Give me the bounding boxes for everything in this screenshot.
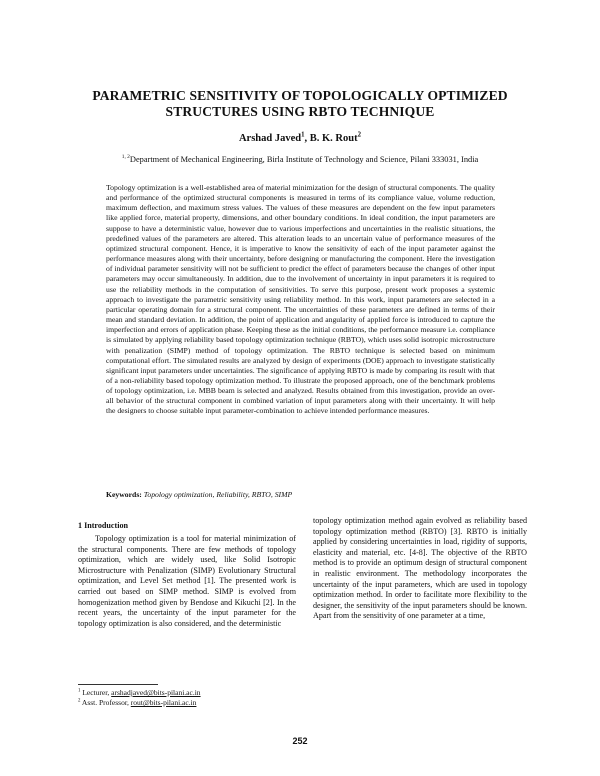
footnote-sup: 1 [78, 688, 81, 694]
page-number: 252 [292, 736, 308, 746]
email-link[interactable]: arshadjaved@bits-pilani.ac.in [111, 688, 201, 697]
author-name: B. K. Rout [309, 133, 358, 144]
affiliation-sup: 1, 2 [121, 154, 130, 161]
intro-paragraph-right: topology optimization method again evolved as reliability based topology optimization method (RBTO) [3]. RBTO is initially applied by considering uncertainties in load, rigidity of supports, elasticity and material, etc. [4-8]. The objective of the RBTO method is to provide an optimum design of structural component in realistic environment. The methodology incorporates the uncertainty of the input parameters, which are used in topology optimization method. In order to facilitate more flexibility to the designer, the sensitivity of the input parameters should be known. Apart from the sensitivity of one parameter at a time, [313, 516, 527, 621]
email-link[interactable]: rout@bits-pilani.ac.in [130, 698, 197, 707]
footnote-role: Lecturer, [82, 688, 110, 697]
keywords-label: Keywords: [106, 490, 142, 499]
affiliation-text: Department of Mechanical Engineering, Birla Institute of Technology and Science, Pilani 333031, India [129, 155, 479, 164]
abstract-text: Topology optimization is a well-established area of material minimization for the design of structural components. The quality and performance of the optimized structural components is measured in terms of its compliance value, volume reduction, maximum deflection, and maximum stress values. The values of these measures are dependent on the few input parameters like applied force, material property, dimensions, and other boundary conditions. In ideal condition, the input parameters are suppose to have a deterministic value, however due to various imperfections and uncertainties in the realistic situations, the predefined values of the parameters are altered. This alteration leads to an uncertain value of performance measures of the optimized structural component. Hence, it is imperative to know the sensitivity of each of the input parameter against the performance measures along with their uncertainty, before designing or manufacturing the component. Here the investigation of individual parameter sensitivity will not be sufficient to predict the effect of parameters because the changes of other input parameters may occur simultaneously. In addition, due to the involvement of uncertainty in input parameters it is required to use the reliability methods in the computation of sensitivities. To serve this purpose, present work proposes a systemic approach to investigate the parametric sensitivity using reliability method. In this work, input parameters are selected in a particular operating domain for a structural component. The uncertainties of these parameters are defined in terms of their mean and standard deviation. In addition, the point of application and angularity of applied force is introduced to capture the imperfection and errors of application phase. Keeping these as the initial conditions, the performance measure i.e. compliance is simulated by applying reliability based topology optimization technique (RBTO), which uses solid isotropic microstructure with penalization (SIMP) method of topology optimization. The RBTO technique is selected based on minimum computational effort. The simulated results are analyzed by design of experiments (DOE) approach to investigate statistically significant input parameters under uncertainties. The significance of applying RBTO is made by comparing its result with that of a non-reliability based topology optimization method. To illustrate the proposed approach, one of the benchmark problems of topology optimization, i.e. MBB beam is selected and analyzed. Results obtained from this investigation, provide an over-all behavior of the structural component in combined variation of input parameters along with their uncertainty. It will help the designers to choose suitable input parameter-combination to achieve intended performance measures. [106, 183, 495, 416]
affiliation [60, 154, 540, 165]
footnote-sup: 2 [78, 698, 81, 704]
footnote [78, 698, 338, 708]
footnote-divider [78, 684, 158, 685]
author-list: Arshad Javed$^1$, B. K. Rout$^2$ [238, 131, 362, 144]
author-sup: 1 [301, 131, 305, 139]
keywords-text: Topology optimization, Reliability, RBTO, SIMP [143, 490, 293, 499]
intro-paragraph-left: Topology optimization is a tool for material minimization of the structural components. There are few methods of topology optimization, which are widely used, like Solid Isotropic Microstructure with Penalization (SIMP) Evolutionary Structural optimization, and Level Set method [1]. The presented work is carried out based on SIMP method. SIMP is evolved from homogenization method given by Bendose and Kikuchi [2]. In the recent years, the uncertainty of the input parameter for the topology optimization is also considered, and the deterministic [78, 534, 296, 628]
abstract [106, 183, 495, 417]
author-name: Arshad Javed [238, 133, 302, 144]
right-column [313, 516, 527, 622]
keywords [106, 490, 495, 500]
footnote [78, 688, 338, 698]
paper-title: PARAMETRIC SENSITIVITY OF TOPOLOGICALLY OPTIMIZED STRUCTURES USING RBTO TECHNIQUE [92, 88, 508, 119]
author-sup: 2 [357, 131, 362, 139]
footnote-role: Asst. Professor, [81, 698, 129, 707]
footnotes [78, 688, 338, 708]
left-column [78, 520, 296, 629]
section-heading: 1 Introduction [78, 521, 128, 530]
